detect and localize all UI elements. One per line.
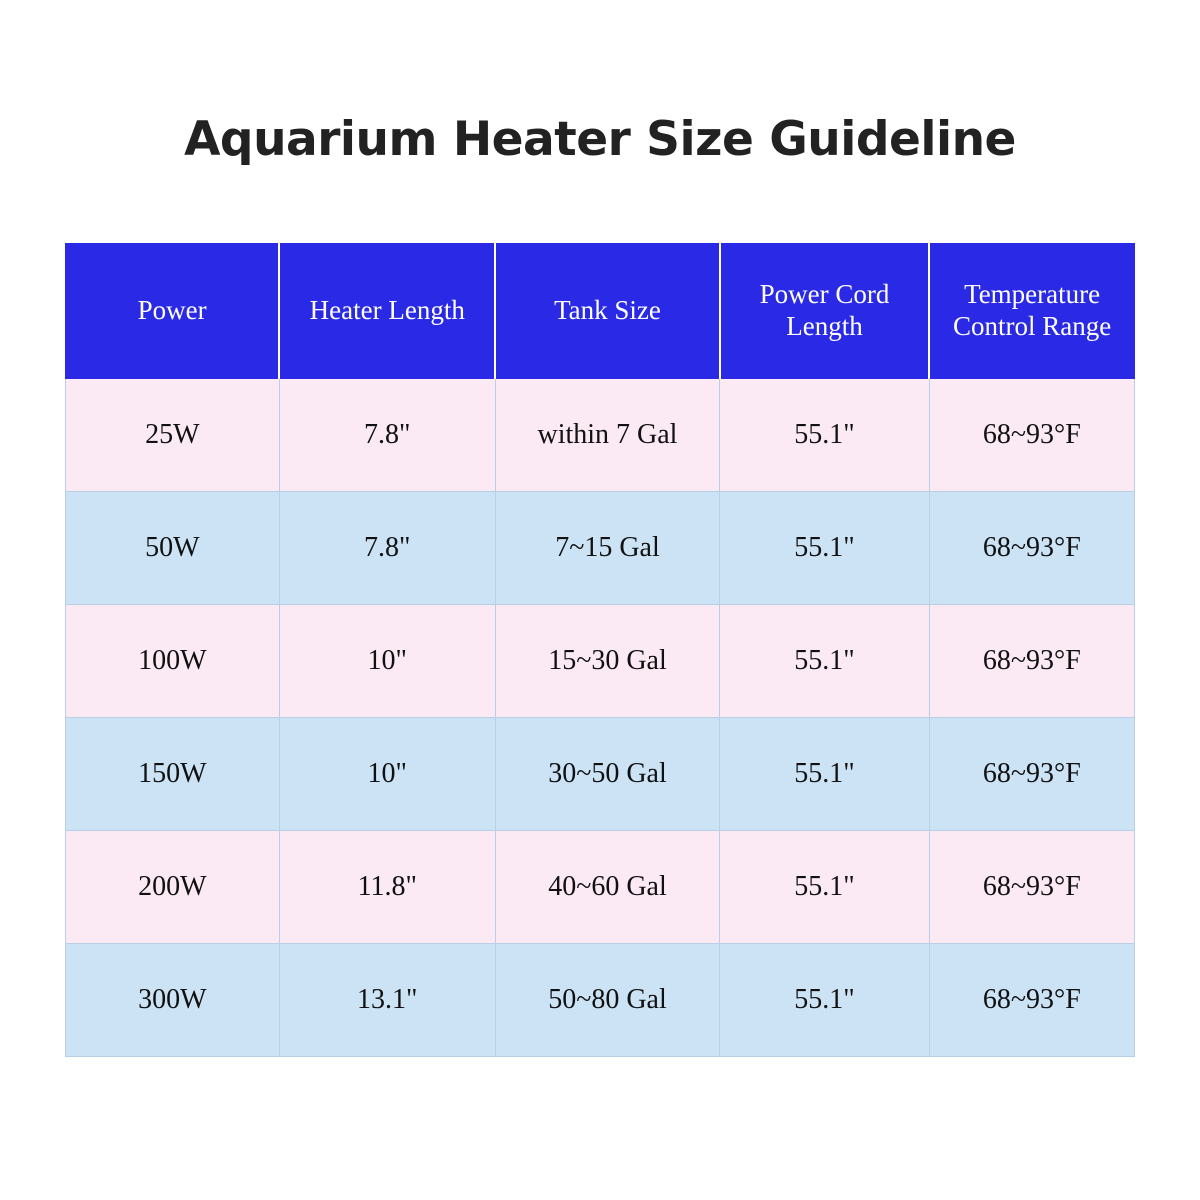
table-header — [66, 244, 1135, 379]
spec-table-container — [65, 243, 1135, 1057]
column-header-heater-length: Heater Length — [279, 244, 495, 379]
table-body — [66, 379, 1135, 1057]
column-header-tank-size: Tank Size — [495, 244, 719, 379]
cell-power: 25W — [66, 379, 280, 492]
table-row — [66, 718, 1135, 831]
cell-temperature-range: 68~93°F — [929, 605, 1134, 718]
cell-temperature-range: 68~93°F — [929, 944, 1134, 1057]
cell-power-cord-length: 55.1" — [720, 379, 930, 492]
table-row — [66, 379, 1135, 492]
cell-power: 50W — [66, 492, 280, 605]
cell-heater-length: 10" — [279, 605, 495, 718]
cell-temperature-range: 68~93°F — [929, 718, 1134, 831]
cell-temperature-range: 68~93°F — [929, 831, 1134, 944]
table-row — [66, 944, 1135, 1057]
cell-temperature-range: 68~93°F — [929, 379, 1134, 492]
heater-size-table — [65, 243, 1135, 1057]
cell-power-cord-length: 55.1" — [720, 492, 930, 605]
cell-power: 300W — [66, 944, 280, 1057]
cell-power-cord-length: 55.1" — [720, 718, 930, 831]
cell-power: 100W — [66, 605, 280, 718]
cell-heater-length: 11.8" — [279, 831, 495, 944]
cell-tank-size: 40~60 Gal — [495, 831, 719, 944]
cell-tank-size: 7~15 Gal — [495, 492, 719, 605]
cell-temperature-range: 68~93°F — [929, 492, 1134, 605]
table-header-row — [66, 244, 1135, 379]
cell-heater-length: 7.8" — [279, 492, 495, 605]
cell-power-cord-length: 55.1" — [720, 605, 930, 718]
column-header-power-cord-length: Power Cord Length — [720, 244, 930, 379]
cell-tank-size: 15~30 Gal — [495, 605, 719, 718]
table-row — [66, 605, 1135, 718]
page-title: Aquarium Heater Size Guideline — [184, 112, 1016, 167]
table-row — [66, 492, 1135, 605]
cell-tank-size: 50~80 Gal — [495, 944, 719, 1057]
cell-power-cord-length: 55.1" — [720, 944, 930, 1057]
cell-tank-size: 30~50 Gal — [495, 718, 719, 831]
column-header-temperature-control-range: Temperature Control Range — [929, 244, 1134, 379]
cell-heater-length: 13.1" — [279, 944, 495, 1057]
cell-power: 200W — [66, 831, 280, 944]
cell-power: 150W — [66, 718, 280, 831]
cell-heater-length: 7.8" — [279, 379, 495, 492]
cell-tank-size: within 7 Gal — [495, 379, 719, 492]
column-header-power: Power — [66, 244, 280, 379]
cell-power-cord-length: 55.1" — [720, 831, 930, 944]
cell-heater-length: 10" — [279, 718, 495, 831]
table-row — [66, 831, 1135, 944]
